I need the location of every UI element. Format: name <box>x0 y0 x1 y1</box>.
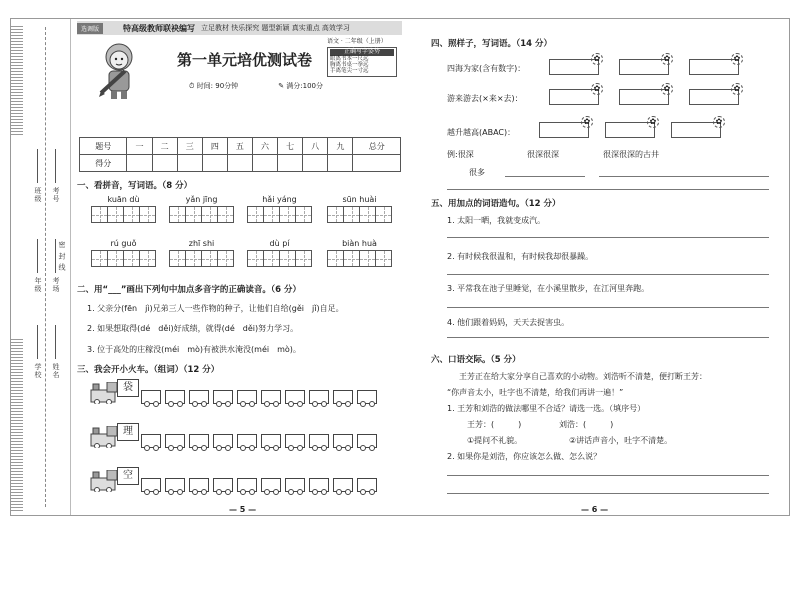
train-car[interactable] <box>141 390 161 404</box>
write-line <box>37 325 38 359</box>
tianzi-cell[interactable] <box>247 250 264 267</box>
train-car[interactable] <box>237 434 257 448</box>
train-car[interactable] <box>261 478 281 492</box>
pinyin-item <box>169 195 234 223</box>
tianzi-cell[interactable] <box>123 250 140 267</box>
s6-wang[interactable]: 王芳：( ) <box>467 420 522 429</box>
train-car[interactable] <box>309 434 329 448</box>
flower-icon: ✿ <box>661 83 673 95</box>
train-car[interactable] <box>333 478 353 492</box>
s6-liu[interactable]: 刘浩：( ) <box>559 420 614 429</box>
train-car[interactable] <box>333 434 353 448</box>
exam-meta <box>189 81 323 91</box>
pinyin-text: zhī shi <box>188 239 215 248</box>
train-character: 空 <box>117 467 139 485</box>
label-exam-no: 考号 <box>52 187 60 203</box>
score-header-row: 题号 一 二 三 四 五 六 七 八 九 总分 <box>80 138 401 155</box>
pinyin-item <box>247 239 312 267</box>
s4-example-2: 很深很深的古井 <box>603 150 659 159</box>
flower-icon: ✿ <box>647 116 659 128</box>
write-line <box>55 239 56 273</box>
label-room: 考场 <box>52 277 60 293</box>
time-limit: ⏱ 时间: 90分钟 <box>189 82 239 90</box>
tianzi-cell[interactable] <box>343 206 360 223</box>
s6-q1: 1. 王芳和刘浩的做法哪里不合适？请选一选。（填序号） <box>447 404 646 413</box>
pinyin-item <box>327 239 392 267</box>
train-car[interactable] <box>261 390 281 404</box>
write-line <box>37 239 38 273</box>
train-car[interactable] <box>285 478 305 492</box>
tianzi-cell[interactable] <box>201 250 218 267</box>
section-1-title: 一、看拼音，写词语。（8 分） <box>77 181 193 191</box>
train <box>89 423 379 451</box>
write-line <box>55 149 56 183</box>
train-car[interactable] <box>141 478 161 492</box>
tianzi-cell[interactable] <box>217 250 234 267</box>
label-class: 班级 <box>34 187 42 203</box>
exam-sheet <box>10 18 790 516</box>
tianzi-cell[interactable] <box>169 250 186 267</box>
train-car[interactable] <box>237 478 257 492</box>
tianzi-cell[interactable] <box>263 250 280 267</box>
s4-example-tail: 很多 <box>469 168 485 177</box>
s4-example-1: 很深很深 <box>527 150 559 159</box>
train <box>89 379 379 407</box>
train <box>89 467 379 495</box>
exam-title: 第一单元培优测试卷 <box>177 51 313 69</box>
answer-line[interactable] <box>447 475 769 476</box>
answer-line[interactable] <box>447 237 769 238</box>
s4-row-2-label: 游来游去(×来×去)： <box>447 94 523 103</box>
section-2-title: 二、用“___”画出下列句中加点多音字的正确读音。（6 分） <box>77 285 302 295</box>
train-car[interactable] <box>357 434 377 448</box>
tianzi-cell[interactable] <box>91 206 108 223</box>
answer-line[interactable] <box>599 176 769 177</box>
pinyin-text: dù pí <box>269 239 290 248</box>
flower-icon: ✿ <box>661 53 673 65</box>
train-car[interactable] <box>309 478 329 492</box>
label-name: 姓名 <box>52 363 60 379</box>
decor-stripe <box>11 25 23 135</box>
s4-row-3-label: 越升越高(ABAC)： <box>447 128 516 137</box>
tianzi-cell[interactable] <box>279 250 296 267</box>
train-car[interactable] <box>357 390 377 404</box>
answer-line[interactable] <box>447 307 769 308</box>
section-6-title: 六、口语交际。（5 分） <box>431 355 521 365</box>
pinyin-text: sūn huài <box>342 195 377 204</box>
tianzi-cell[interactable] <box>375 250 392 267</box>
s6-opt-1: ①提问不礼貌。 <box>467 436 523 445</box>
train-car[interactable] <box>189 478 209 492</box>
flower-icon: ✿ <box>731 53 743 65</box>
answer-line[interactable] <box>447 337 769 338</box>
s6-para-1: 王芳正在给大家分享自己喜欢的小动物。刘浩听不清楚，便打断王芳： <box>459 372 707 381</box>
grade-label: 语文 · 二年级（上册） <box>327 38 387 45</box>
tianzi-cell[interactable] <box>375 206 392 223</box>
train-car[interactable] <box>165 478 185 492</box>
decor-stripe <box>11 337 23 511</box>
train-car[interactable] <box>285 390 305 404</box>
full-score: ✎ 满分:100分 <box>278 82 324 90</box>
train-car[interactable] <box>213 434 233 448</box>
flower-icon: ✿ <box>591 83 603 95</box>
tianzi-cell[interactable] <box>217 206 234 223</box>
seal-text: 密 封 线 <box>58 241 66 272</box>
tianzi-cell[interactable] <box>185 206 202 223</box>
write-line <box>55 325 56 359</box>
cartoon-kid-icon <box>95 41 141 103</box>
section-5-title: 五、用加点的词语造句。（12 分） <box>431 199 561 209</box>
flower-icon: ✿ <box>591 53 603 65</box>
pinyin-text: biàn huà <box>342 239 377 248</box>
pinyin-text: hǎi yáng <box>262 195 297 204</box>
pinyin-item <box>327 195 392 223</box>
pinyin-item <box>91 239 156 267</box>
tianzi-cell[interactable] <box>295 206 312 223</box>
section-4-title: 四、照样子，写词语。（14 分） <box>431 39 553 49</box>
s6-opt-2: ②讲话声音小，吐字不清楚。 <box>569 436 673 445</box>
train-car[interactable] <box>237 390 257 404</box>
tianzi-cell[interactable] <box>139 206 156 223</box>
train-car[interactable] <box>285 434 305 448</box>
flower-icon: ✿ <box>581 116 593 128</box>
train-car[interactable] <box>141 434 161 448</box>
pinyin-text: rú guǒ <box>110 239 137 248</box>
tianzi-cell[interactable] <box>185 250 202 267</box>
s6-q2: 2. 如果你是刘浩，你应该怎么做、怎么说？ <box>447 452 602 461</box>
s5-line-1: 1. 太阳一晒，我就变成汽。 <box>447 216 546 225</box>
score-value-row: 得分 <box>80 155 401 172</box>
tianzi-cell[interactable] <box>263 206 280 223</box>
tianzi-cell[interactable] <box>295 250 312 267</box>
score-table <box>79 137 401 172</box>
tianzi-cell[interactable] <box>201 206 218 223</box>
train-car[interactable] <box>309 390 329 404</box>
train-car[interactable] <box>357 478 377 492</box>
tianzi-cell[interactable] <box>107 206 124 223</box>
banner-main: 特高级教师联袂编写 <box>123 23 196 33</box>
tianzi-cell[interactable] <box>327 250 344 267</box>
s5-line-3: 3. 平常我在池子里睡觉，在小溪里散步，在江河里奔跑。 <box>447 284 650 293</box>
s2-line-2: 2. 如果想取得(dé děi)好成绩，就得(dé děi)努力学习。 <box>87 324 299 333</box>
tianzi-cell[interactable] <box>359 206 376 223</box>
posture-title: 正确写字姿势 <box>330 49 394 56</box>
binding-strip <box>11 19 71 515</box>
flower-icon: ✿ <box>713 116 725 128</box>
s5-line-2: 2. 有时候我很温和，有时候我却很暴躁。 <box>447 252 594 261</box>
train-car[interactable] <box>213 478 233 492</box>
pinyin-item <box>169 239 234 267</box>
page-number-left: — 5 — <box>229 505 257 514</box>
s6-para-2: “你声音太小，吐字也不清楚，给我们再讲一遍！” <box>447 388 624 397</box>
train-car[interactable] <box>189 434 209 448</box>
train-car[interactable] <box>333 390 353 404</box>
tianzi-cell[interactable] <box>343 250 360 267</box>
pinyin-text: yǎn jīng <box>185 195 218 204</box>
train-car[interactable] <box>189 390 209 404</box>
tianzi-cell[interactable] <box>279 206 296 223</box>
answer-line[interactable] <box>505 176 585 177</box>
seal-cut-line <box>45 27 46 507</box>
s5-line-4: 4. 他们跟着妈妈，天天去捉害虫。 <box>447 318 570 327</box>
left-page <box>77 19 402 515</box>
label-school: 学校 <box>34 363 42 379</box>
posture-box: 语文 · 二年级（上册） 正确写字姿势 眼离书本一尺远 胸离书桌一拳远 手离笔尖一寸远 <box>327 39 397 77</box>
s4-row-1-label: 四海为家(含有数字)： <box>447 64 526 73</box>
tianzi-cell[interactable] <box>139 250 156 267</box>
tianzi-cell[interactable] <box>123 206 140 223</box>
tianzi-cell[interactable] <box>247 206 264 223</box>
banner-tag: 选调版 <box>77 23 103 34</box>
s2-line-3: 3. 位于高处的庄稼没(méi mò)有被洪水淹没(méi mò)。 <box>87 345 301 354</box>
banner-slogans: 立足教材 快乐探究 题型新颖 真实重点 高效学习 <box>201 24 350 32</box>
s2-line-1: 1. 父亲分(fēn jì)兄弟三人一些作物的种子，让他们自给(gěi jǐ)自足。 <box>87 304 344 313</box>
answer-line[interactable] <box>447 274 769 275</box>
section-3-title: 三、我会开小火车。（组词）（12 分） <box>77 365 220 375</box>
tianzi-cell[interactable] <box>169 206 186 223</box>
train-car[interactable] <box>165 434 185 448</box>
right-page <box>431 19 781 515</box>
pinyin-item <box>91 195 156 223</box>
page-number-right: — 6 — <box>581 505 609 514</box>
answer-line[interactable] <box>447 493 769 494</box>
train-car[interactable] <box>213 390 233 404</box>
exam-header <box>77 37 402 107</box>
flower-icon: ✿ <box>731 83 743 95</box>
train-car[interactable] <box>261 434 281 448</box>
pinyin-item <box>247 195 312 223</box>
tianzi-cell[interactable] <box>91 250 108 267</box>
tianzi-cell[interactable] <box>359 250 376 267</box>
train-character: 袋 <box>117 379 139 397</box>
write-line <box>37 149 38 183</box>
answer-line[interactable] <box>447 189 769 190</box>
s4-example-label: 例:很深 <box>447 150 474 159</box>
label-grade: 年级 <box>34 277 42 293</box>
train-character: 理 <box>117 423 139 441</box>
banner <box>77 21 402 35</box>
train-car[interactable] <box>165 390 185 404</box>
pinyin-text: kuān dù <box>107 195 140 204</box>
tianzi-cell[interactable] <box>327 206 344 223</box>
tianzi-cell[interactable] <box>107 250 124 267</box>
